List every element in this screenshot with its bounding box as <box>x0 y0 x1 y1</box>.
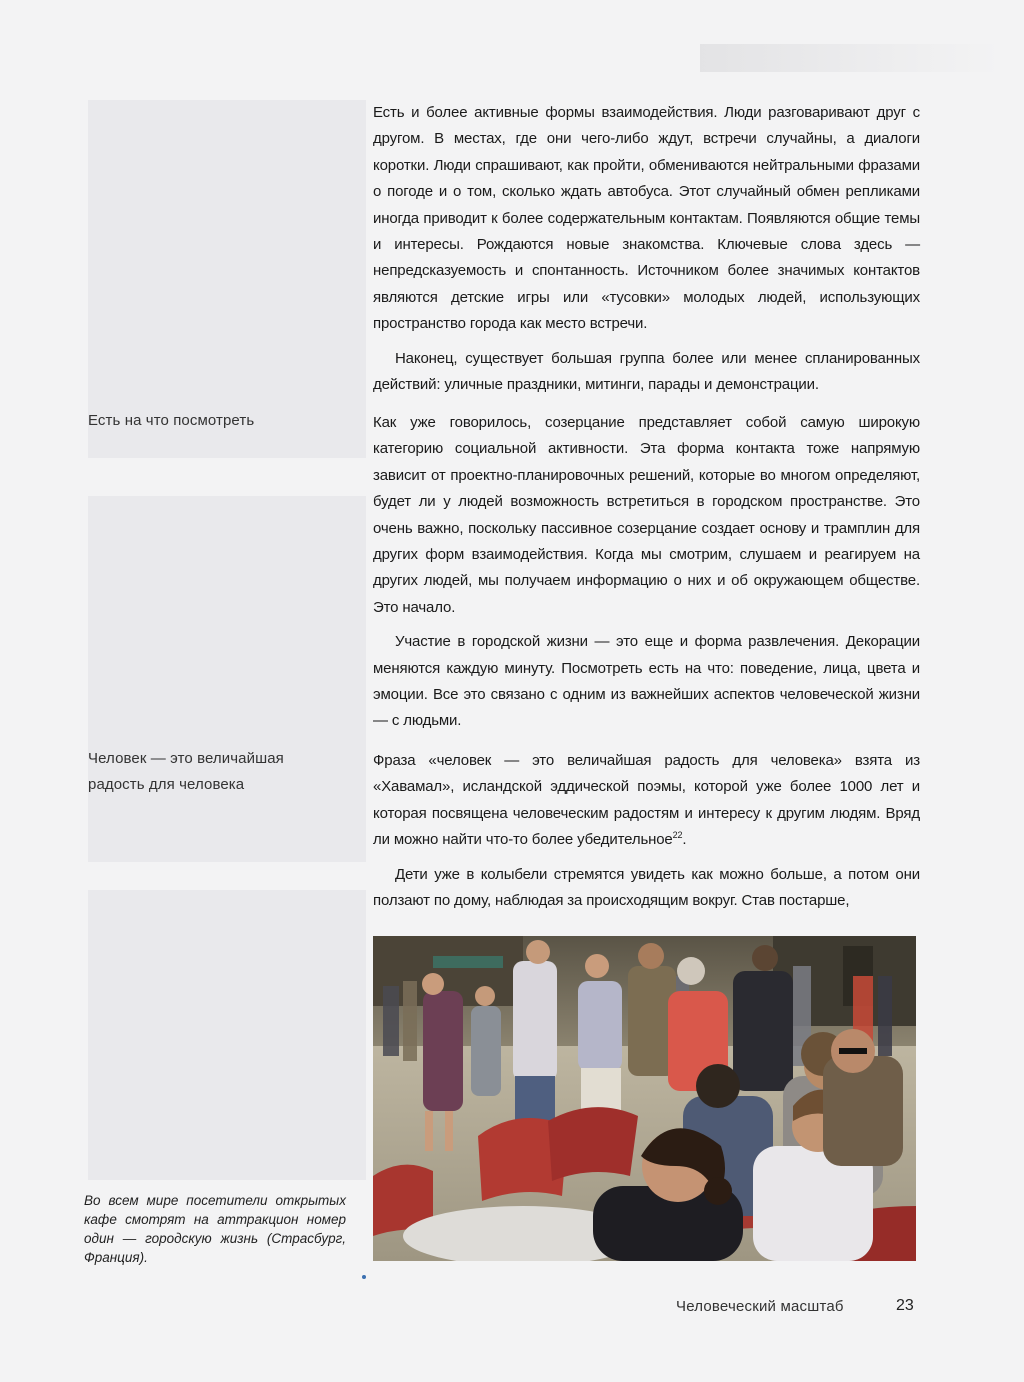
body-section-3 <box>373 748 920 914</box>
paragraph: Наконец, существует большая группа более или менее спланированных действий: уличные праздники, митинги, парады и демонстрации. <box>373 349 920 394</box>
footer-book-title: Человеческий масштаб <box>676 1298 844 1315</box>
footer-page-number: 23 <box>896 1297 914 1314</box>
paragraph-text: Фраза «человек — это величайшая радость для человека» взята из «Хавамал», исландской эддической поэмы, которой уже более 1000 лет и которая посвящена человеческим радостям и интересу к другим людям. Вряд ли можно найти что-то более убедительное <box>373 752 920 849</box>
paragraph: Есть и более активные формы взаимодействия. Люди разговаривают друг с другом. В местах, где они чего-либо ждут, встречи случайны, а диалоги коротки. Люди спрашивают, как пройти, обмениваются нейтральными фразами о погоде и о том, сколько ждать автобуса. Этот случайный обмен репликами иногда приводит к более содержательным контактам. Появляются общие темы и интересы. Рождаются новые знакомства. Ключевые слова здесь — непредсказуемость и спонтанность. Источником более значимых контактов являются детские игры или «тусовки» молодых людей, использующих пространство города как место встречи. <box>373 104 920 333</box>
paragraph: Фраза «человек — это величайшая радость для человека» взята из «Хавамал», исландской эддической поэмы, которой уже более 1000 лет и которая посвящена человеческим радостям и интересу к другим людям. Вряд ли можно найти что-то более убедительное$^{22}$. <box>373 752 920 849</box>
decorative-dot <box>362 1275 366 1279</box>
footnote-ref: 22 <box>672 830 683 841</box>
show-through-running-header <box>700 44 1000 72</box>
body-section-2 <box>373 410 920 735</box>
show-through-image <box>88 496 366 862</box>
paragraph: Участие в городской жизни — это еще и форма развлечения. Декорации меняются каждую минуту. Посмотреть есть на что: поведение, лица, цвета и эмоции. Все это связано с одним из важнейших аспектов человеческой жизни — с людьми. <box>373 633 920 730</box>
section-heading: Человек — это величайшая радость для человека <box>88 750 284 793</box>
show-through-image <box>88 890 366 1180</box>
photo-illustration <box>373 936 916 1261</box>
paragraph: Дети уже в колыбели стремятся увидеть как можно больше, а потом они ползают по дому, наблюдая за происходящим вокруг. Став постарше, <box>373 865 920 910</box>
cafe-street-photo <box>373 936 916 1261</box>
paragraph: Как уже говорилось, созерцание представляет собой самую широкую категорию социальной активности. Эта форма контакта тоже напрямую зависит от проектно-планировочных решений, которые во многом определяют, будет ли у людей возможность встретиться в городском пространстве. Это очень важно, поскольку пассивное созерцание создает основу и трамплин для других форм взаимодействия. Когда мы смотрим, слушаем и реагируем на других людей, мы получаем информацию о них и об окружающем обществе. Это начало. <box>373 414 920 616</box>
body-section-1 <box>373 100 920 398</box>
show-through-image <box>88 100 366 458</box>
photo-caption: Во всем мире посетители открытых кафе смотрят на аттракцион номер один — городскую жизнь (Страсбург, Франция). <box>84 1193 346 1265</box>
section-heading: Есть на что посмотреть <box>88 412 255 429</box>
